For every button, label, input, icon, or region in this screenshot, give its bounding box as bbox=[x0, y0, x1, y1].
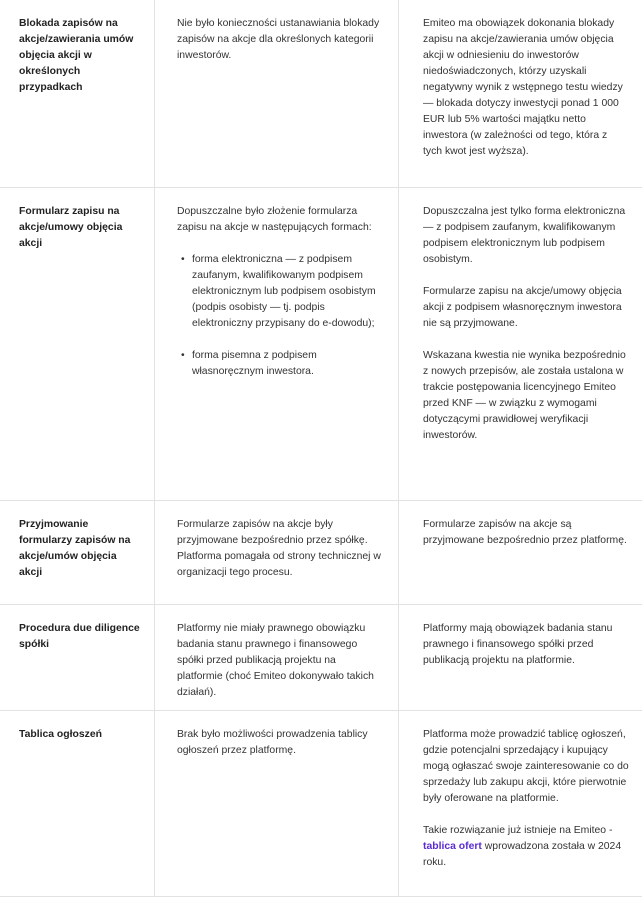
table-row bbox=[0, 604, 642, 710]
table-row bbox=[0, 710, 642, 896]
table-row bbox=[0, 187, 642, 500]
previous-rules-text: Platformy nie miały prawnego obowiązku badania stanu prawnego i finansowego spółki przed publikacją projektu na platformie (choć Emiteo dokonywało takich działań). bbox=[177, 622, 374, 698]
row-label-cell bbox=[0, 500, 155, 604]
new-rules-text: Platformy mają obowiązek badania stanu prawnego i finansowego spółki przed publikacją projektu na platformie. bbox=[423, 622, 613, 666]
row-label-cell bbox=[0, 187, 155, 500]
previous-rules-text: Formularze zapisów na akcje były przyjmowane bezpośrednio przez spółkę. Platforma pomagała od strony technicznej w organizacji tego procesu. bbox=[177, 518, 381, 578]
row-label-cell bbox=[0, 0, 155, 187]
paragraph-text: wprowadzona została w 2024 roku. bbox=[423, 840, 622, 868]
bullet-icon: • bbox=[181, 253, 185, 265]
form-types-list bbox=[177, 252, 382, 380]
new-rules-cell bbox=[399, 187, 642, 500]
new-rules-cell bbox=[399, 604, 642, 710]
new-rules-text: Emiteo ma obowiązek dokonania blokady zapisu na akcje/zawierania umów objęcia akcji w odniesieniu do inwestorów niedoświadczonych, którzy uzyskali negatywny wynik z wstępnego testu wiedzy — blokada dotyczy inwestycji ponad 1 000 EUR lub 5% wartości majątku netto inwestora (w zależności od tego, która z tych kwot jest wyższa). bbox=[423, 18, 623, 157]
new-rules-paragraph bbox=[423, 823, 629, 871]
paragraph-text: Takie rozwiązanie już istnieje na Emiteo - bbox=[423, 824, 613, 836]
table-row bbox=[0, 0, 642, 187]
previous-rules-cell bbox=[155, 604, 399, 710]
new-rules-text: Formularze zapisów na akcje są przyjmowane bezpośrednio przez platformę. bbox=[423, 518, 627, 546]
new-rules-paragraph: Wskazana kwestia nie wynika bezpośrednio z nowych przepisów, ale została ustalona w trakcie postępowania licencyjnego Emiteo przed KNF — w związku z wymogami dotyczącymi prawidłowej weryfikacji inwestorów. bbox=[423, 349, 626, 441]
previous-rules-cell bbox=[155, 500, 399, 604]
row-label: Blokada zapisów na akcje/zawierania umów objęcia akcji w określonych przypadkach bbox=[19, 18, 134, 93]
row-label: Procedura due diligence spółki bbox=[19, 622, 140, 650]
list-item-text: forma elektroniczna — z podpisem zaufanym, kwalifikowanym podpisem elektronicznym lub podpisem osobistym (podpis osobisty — tj. podpis elektroniczny przypisany do e-dowodu); bbox=[192, 253, 376, 329]
new-rules-paragraph: Platforma może prowadzić tablicę ogłoszeń, gdzie potencjalni sprzedający i kupujący mogą ogłaszać swoje zainteresowanie co do sprzedaży lub zakupu akcji, które pierwotnie były oferowane na platformie. bbox=[423, 728, 629, 804]
list-item bbox=[177, 348, 382, 380]
new-rules-cell bbox=[399, 710, 642, 896]
new-rules-cell bbox=[399, 0, 642, 187]
table-row bbox=[0, 500, 642, 604]
new-rules-cell bbox=[399, 500, 642, 604]
list-item bbox=[177, 252, 382, 332]
new-rules-paragraph: Formularze zapisu na akcje/umowy objęcia akcji z podpisem własnoręcznym inwestora nie są przyjmowane. bbox=[423, 285, 622, 329]
row-label: Przyjmowanie formularzy zapisów na akcje/umów objęcia akcji bbox=[19, 518, 131, 578]
new-rules-paragraph: Dopuszczalna jest tylko forma elektroniczna — z podpisem zaufanym, kwalifikowanym podpisem elektronicznym lub podpisem osobistym. bbox=[423, 205, 626, 265]
row-label-cell bbox=[0, 710, 155, 896]
previous-rules-cell bbox=[155, 187, 399, 500]
offer-board-link[interactable]: tablica ofert bbox=[423, 840, 482, 852]
previous-rules-text: Brak było możliwości prowadzenia tablicy ogłoszeń przez platformę. bbox=[177, 728, 368, 756]
previous-rules-intro: Dopuszczalne było złożenie formularza zapisu na akcje w następujących formach: bbox=[177, 205, 372, 233]
previous-rules-cell bbox=[155, 710, 399, 896]
row-label: Formularz zapisu na akcje/umowy objęcia akcji bbox=[19, 205, 123, 249]
previous-rules-cell bbox=[155, 0, 399, 187]
list-item-text: forma pisemna z podpisem własnoręcznym inwestora. bbox=[192, 349, 317, 377]
row-label: Tablica ogłoszeń bbox=[19, 728, 102, 740]
bullet-icon: • bbox=[181, 349, 185, 361]
previous-rules-text: Nie było konieczności ustanawiania blokady zapisów na akcje dla określonych kategorii inwestorów. bbox=[177, 18, 380, 61]
row-label-cell bbox=[0, 604, 155, 710]
